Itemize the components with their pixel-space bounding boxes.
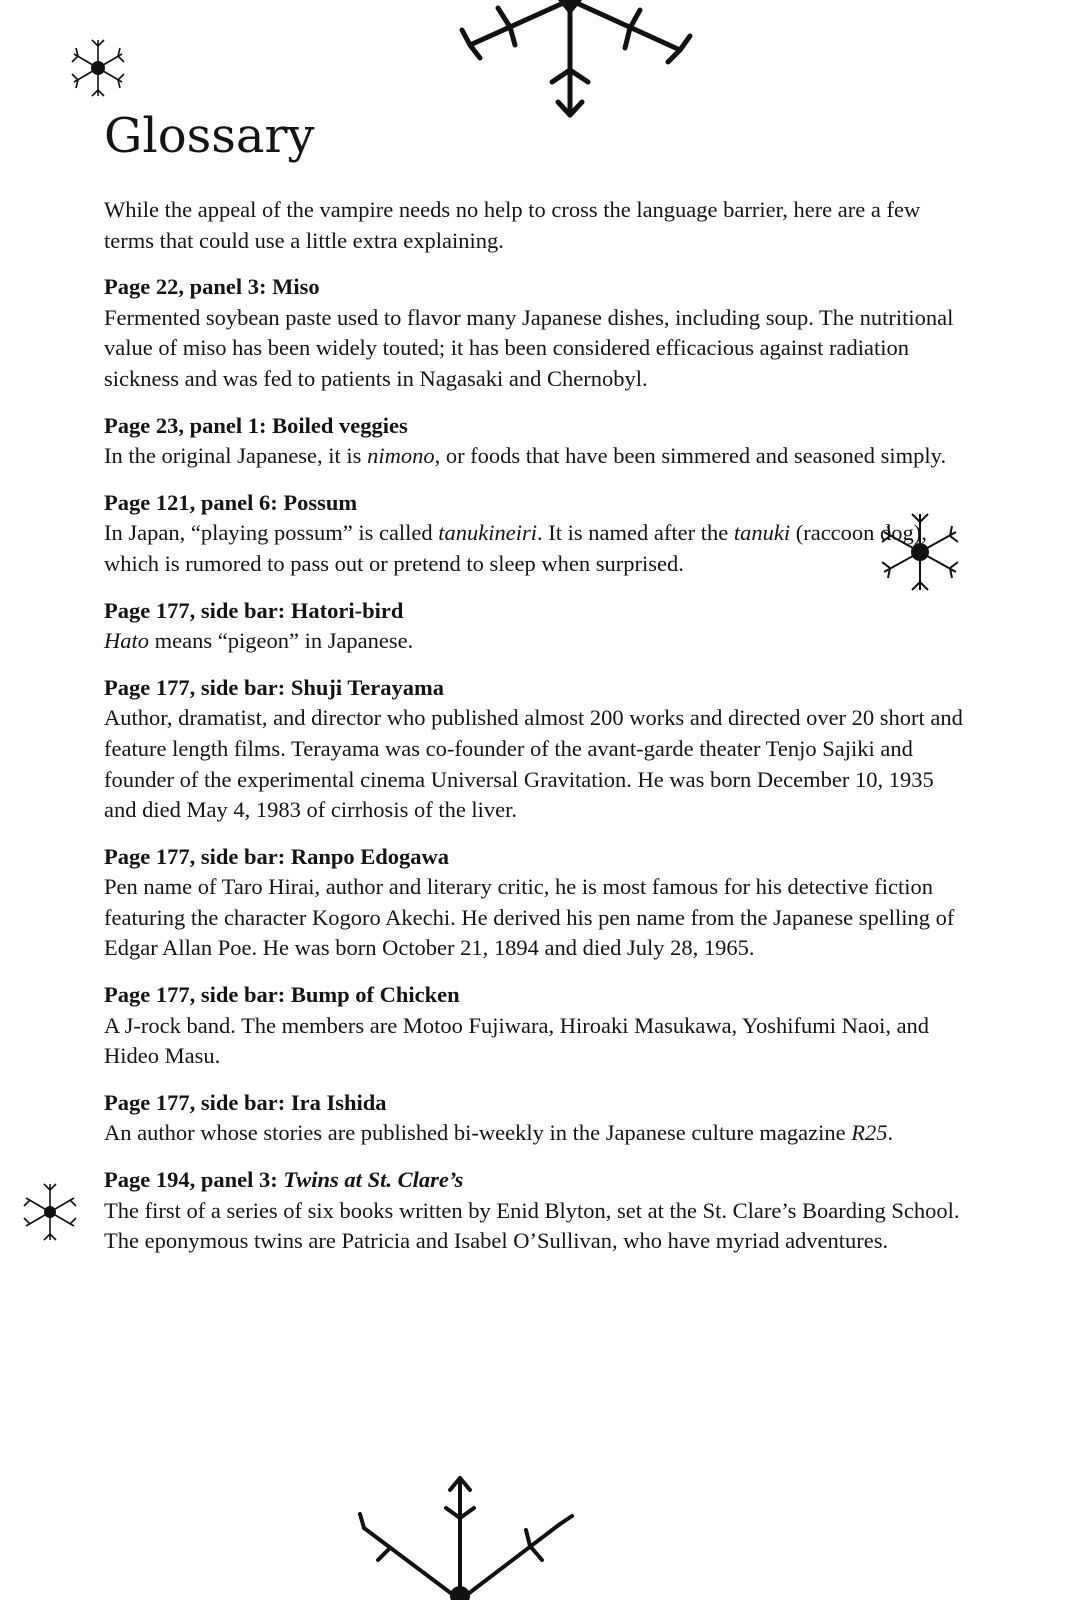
glossary-entry <box>104 596 964 657</box>
snowflake-icon <box>350 1468 590 1600</box>
page-title: Glossary <box>104 108 315 164</box>
entry-heading: Page 177, side bar: Ranpo Edogawa <box>104 843 450 869</box>
entry-heading: Page 121, panel 6: Possum <box>104 489 358 515</box>
entry-body: The first of a series of six books written by Enid Blyton, set at the St. Clare’s Boarding School. The eponymous twins are Patricia and Isabel O’Sullivan, who have myriad adventures. <box>104 1197 960 1254</box>
entry-heading: Page 22, panel 3: Miso <box>104 274 320 300</box>
glossary-entry <box>104 1088 964 1149</box>
glossary-entry <box>104 980 964 1072</box>
entry-heading: Page 177, side bar: Hatori-bird <box>104 597 404 623</box>
entry-body: Hato means “pigeon” in Japanese. <box>104 628 414 654</box>
entry-heading: Page 23, panel 1: Boiled veggies <box>104 412 408 438</box>
entry-heading: Page 177, side bar: Ira Ishida <box>104 1089 387 1115</box>
snowflake-icon <box>66 36 130 100</box>
entry-heading: Page 177, side bar: Bump of Chicken <box>104 982 460 1008</box>
entry-body: An author whose stories are published bi-weekly in the Japanese culture magazine R25. <box>104 1120 894 1146</box>
entry-heading: Page 194, panel 3: Twins at St. Clare’s <box>104 1167 464 1193</box>
glossary-content <box>104 195 964 1273</box>
intro-paragraph: While the appeal of the vampire needs no help to cross the language barrier, here are a few terms that could use a little extra explaining. <box>104 197 921 253</box>
glossary-entry <box>104 411 964 472</box>
entry-body: Pen name of Taro Hirai, author and literary critic, he is most famous for his detective fiction featuring the character Kogoro Akechi. He derived his pen name from the Japanese spelling of Edgar Allan Poe. He was born October 21, 1894 and died July 28, 1965. <box>104 874 955 961</box>
glossary-entry <box>104 1165 964 1257</box>
glossary-entry <box>104 272 964 394</box>
glossary-entry <box>104 842 964 964</box>
glossary-entry <box>104 488 964 580</box>
entry-heading: Page 177, side bar: Shuji Terayama <box>104 674 445 700</box>
entry-body: Fermented soybean paste used to flavor many Japanese dishes, including soup. The nutritional value of miso has been widely touted; it has been considered efficacious against radiation sickness and was fed to patients in Nagasaki and Chernobyl. <box>104 304 954 391</box>
entry-body: In the original Japanese, it is nimono, or foods that have been simmered and seasoned simply. <box>104 443 947 469</box>
entry-body: A J-rock band. The members are Motoo Fujiwara, Hiroaki Masukawa, Yoshifumi Naoi, and Hideo Masu. <box>104 1012 930 1069</box>
snowflake-icon <box>18 1180 82 1244</box>
entry-body: In Japan, “playing possum” is called tanukineiri. It is named after the tanuki (raccoon dog), which is rumored to pass out or pretend to sleep when surprised. <box>104 520 927 576</box>
entry-body: Author, dramatist, and director who published almost 200 works and directed over 20 short and feature length films. Terayama was co-founder of the avant-garde theater Tenjo Sajiki and founder of the experimental cinema Universal Gravitation. He was born December 10, 1935 and died May 4, 1983 of cirrhosis of the liver. <box>104 705 963 823</box>
glossary-entry <box>104 673 964 826</box>
snowflake-icon <box>440 0 710 140</box>
